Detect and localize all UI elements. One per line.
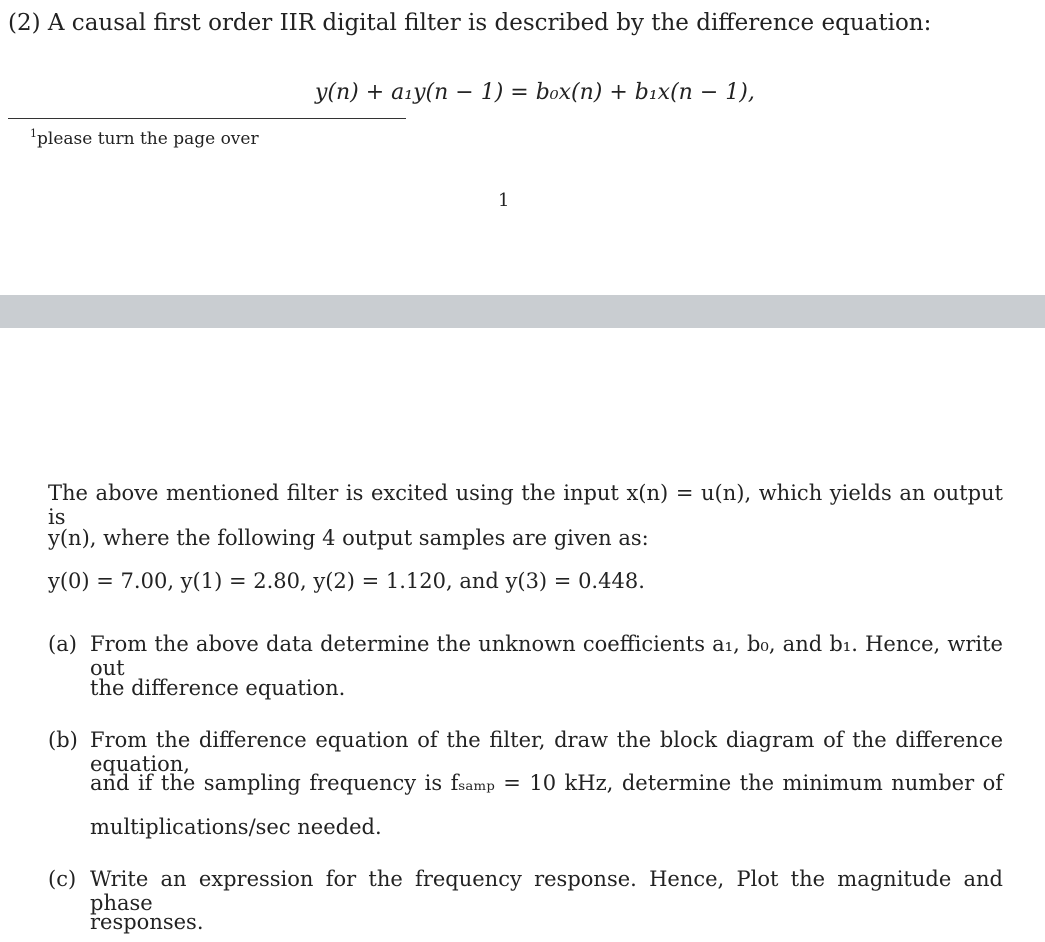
item-c-label: (c): [48, 867, 77, 891]
question-intro: (2) A causal first order IIR digital filter is described by the difference equation:: [8, 10, 932, 36]
item-a-line-2: the difference equation.: [90, 676, 346, 700]
paragraph-line-2: y(n), where the following 4 output samples are given as:: [48, 526, 649, 550]
item-c-line-2: responses.: [90, 910, 204, 934]
paragraph-line-1: The above mentioned filter is excited using the input x(n) = u(n), which yields an output is: [48, 481, 1003, 529]
page-separator: [0, 295, 1045, 328]
footnote-marker: 1: [30, 127, 37, 140]
footnote-divider: [8, 118, 406, 119]
page-number: 1: [498, 190, 510, 211]
item-c-line-1: Write an expression for the frequency response. Hence, Plot the magnitude and phase: [90, 867, 1003, 915]
item-b-line-1: From the difference equation of the filter, draw the block diagram of the difference equation,: [90, 728, 1003, 776]
item-b-label: (b): [48, 728, 78, 752]
item-a-label: (a): [48, 632, 77, 656]
paragraph-line-3: y(0) = 7.00, y(1) = 2.80, y(2) = 1.120, and y(3) = 0.448.: [48, 569, 645, 593]
difference-equation: y(n) + a₁y(n − 1) = b₀x(n) + b₁x(n − 1),: [315, 80, 755, 105]
item-b-line-2: and if the sampling frequency is fₛₐₘₚ = 10 kHz, determine the minimum number of: [90, 771, 1003, 795]
footnote: [30, 127, 259, 149]
item-a-line-1: From the above data determine the unknown coefficients a₁, b₀, and b₁. Hence, write out: [90, 632, 1003, 680]
footnote-text: please turn the page over: [37, 129, 259, 149]
item-b-line-3: multiplications/sec needed.: [90, 815, 382, 839]
